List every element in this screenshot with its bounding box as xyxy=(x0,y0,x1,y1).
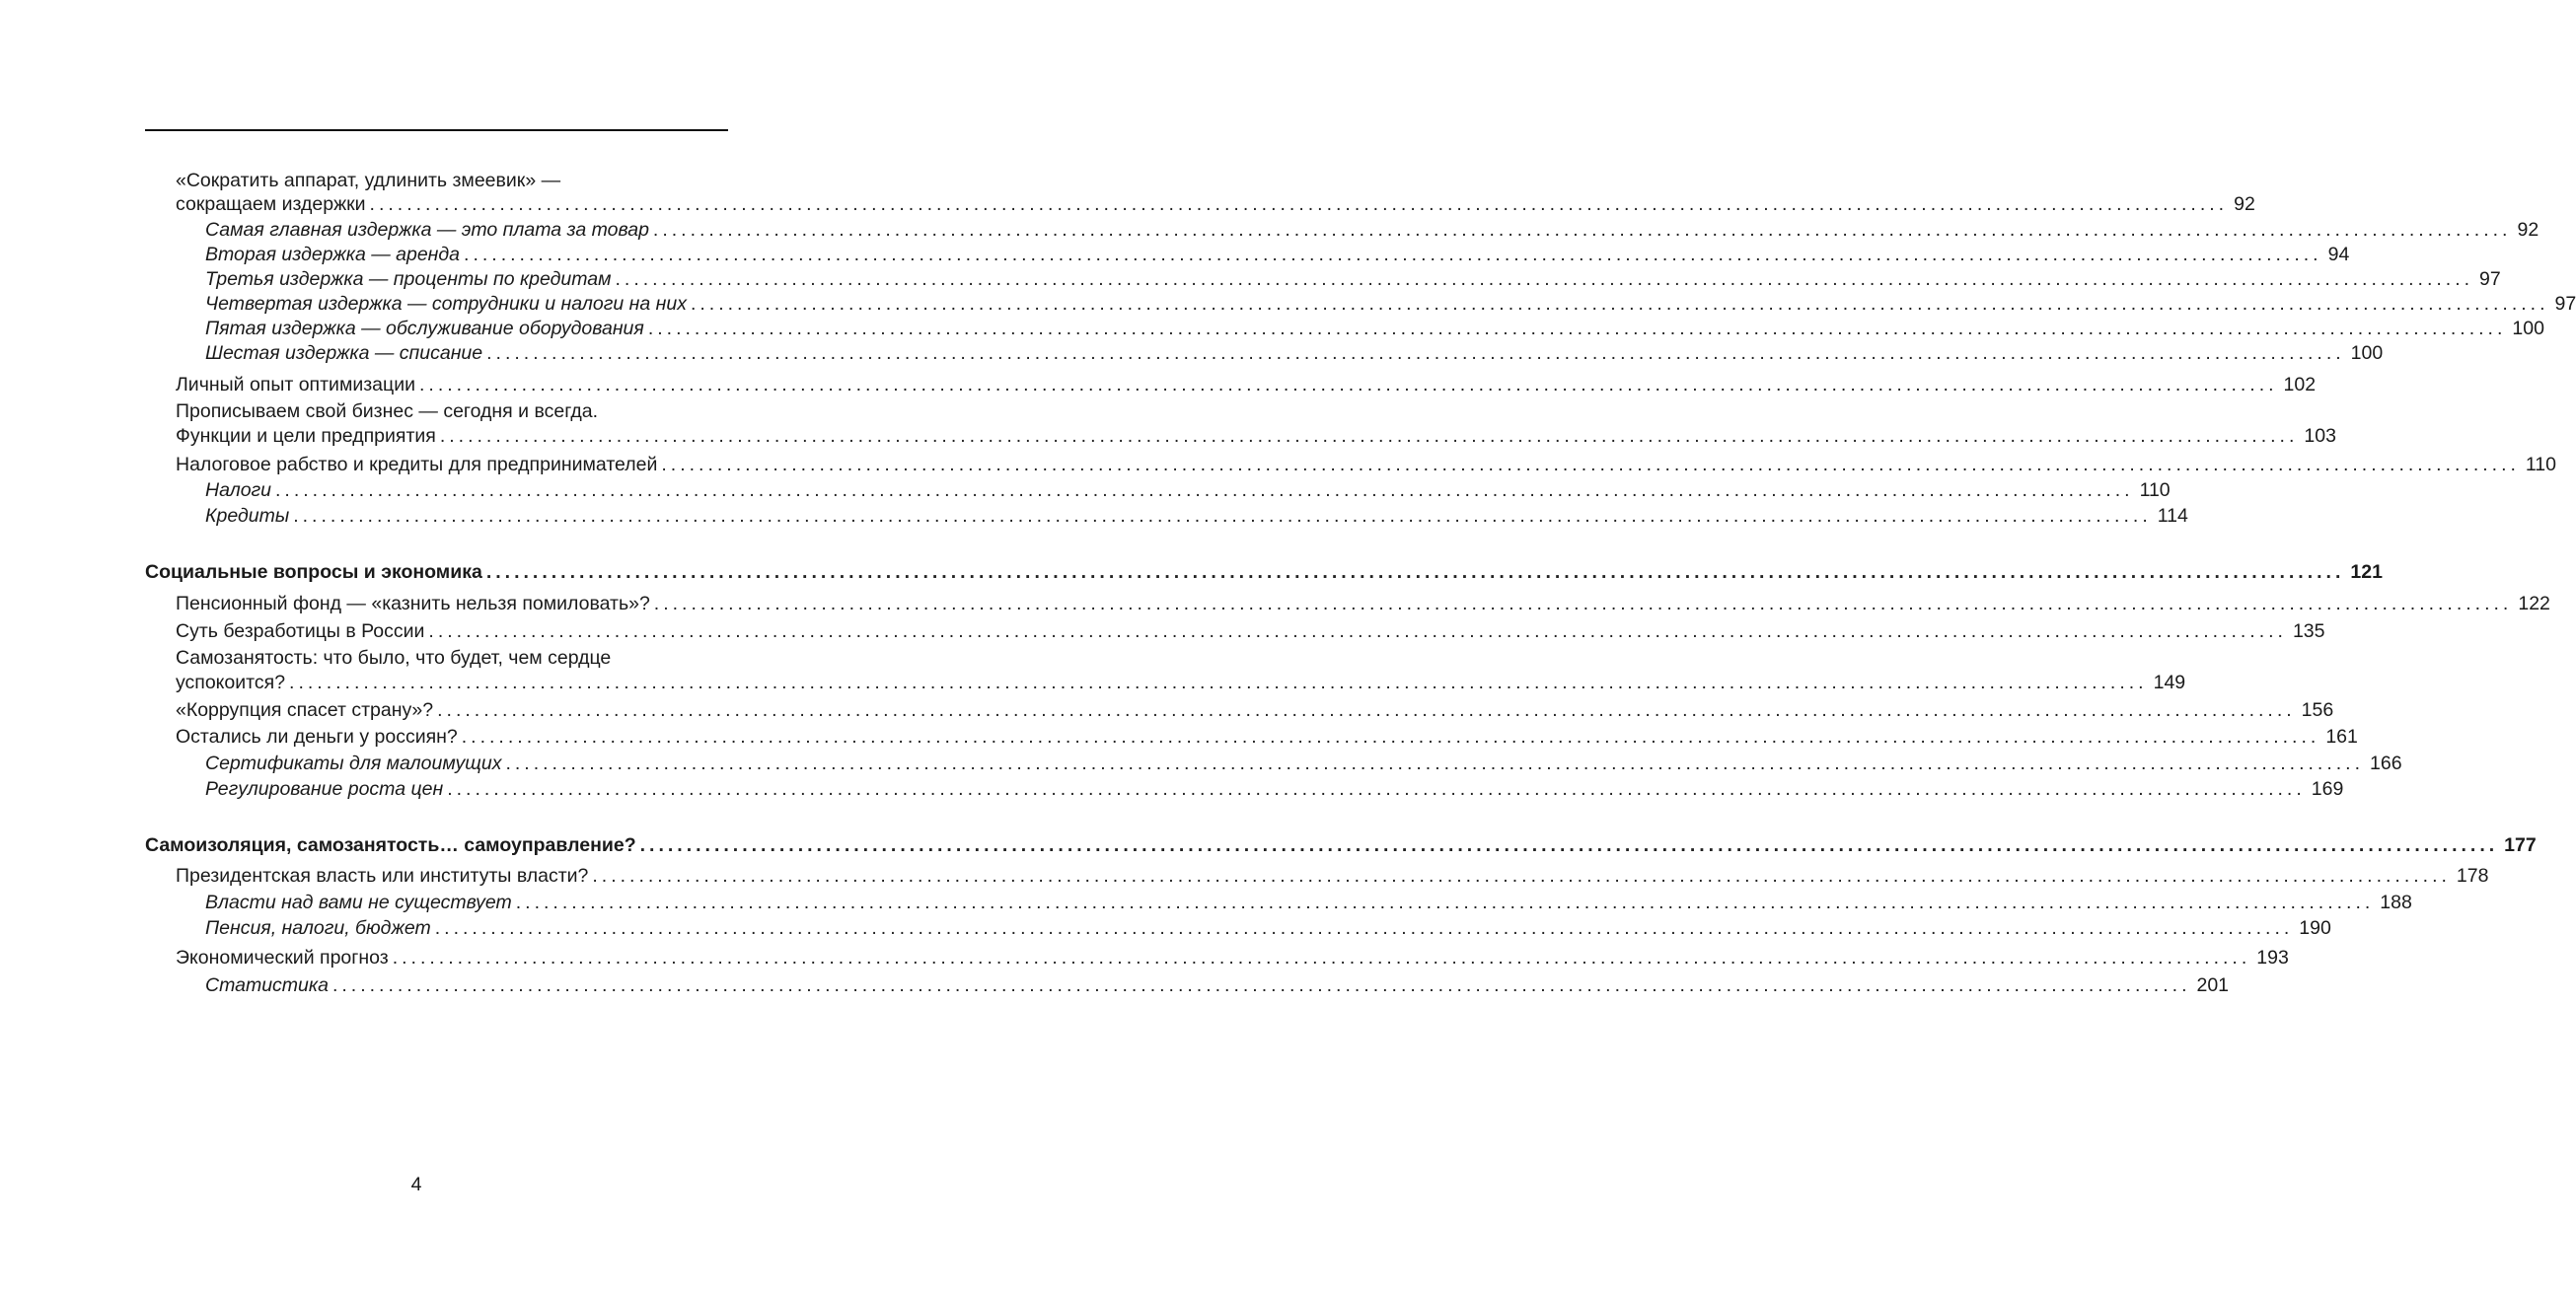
toc-entry-title: Налоги xyxy=(205,479,272,501)
dot-leader: ........................................................................................................................................................................................................ xyxy=(464,244,2322,265)
toc-entry-page: 103 xyxy=(2304,425,2336,447)
toc-entry-title: Вторая издержка — аренда xyxy=(205,244,461,265)
dot-leader: ........................................................................................................................................................................................................ xyxy=(289,672,2148,693)
toc-entry-level-1[interactable] xyxy=(176,591,2550,616)
toc-entry-level-0[interactable] xyxy=(145,559,2383,585)
toc-entry-title: Пенсия, налоги, бюджет xyxy=(205,917,431,939)
toc-entry-level-2[interactable] xyxy=(205,242,2350,267)
toc-entry-title: Самоизоляция, самозанятость… самоуправление? xyxy=(145,834,636,856)
toc-entry-level-0[interactable] xyxy=(145,832,2537,858)
toc-entry-title: Кредиты xyxy=(205,505,290,527)
toc-entry-page: 122 xyxy=(2518,593,2550,614)
toc-entry-title: Остались ли деньги у россиян? xyxy=(176,726,458,748)
toc-entry-page: 114 xyxy=(2157,505,2188,527)
dot-leader: ........................................................................................................................................................................................................ xyxy=(447,778,2306,800)
toc-entry-first-line: Прописываем свой бизнес — сегодня и всегда. xyxy=(176,400,599,422)
toc-entry-title: Регулирование роста цен xyxy=(205,778,444,800)
toc-entry-title: Сертификаты для малоимущих xyxy=(205,753,502,774)
dot-leader: ........................................................................................................................................................................................................ xyxy=(418,374,2278,395)
dot-leader: ........................................................................................................................................................................................................ xyxy=(392,947,2251,969)
toc-entry-title: Власти над вами не существует xyxy=(205,892,512,913)
toc-entry-page: 178 xyxy=(2456,865,2489,887)
toc-entry-level-2[interactable] xyxy=(205,477,2171,503)
dot-leader: ........................................................................................................................................................................................................ xyxy=(652,219,2512,241)
toc-entry-first-line: Самозанятость: что было, что будет, чем сердце xyxy=(176,647,612,669)
toc-entry-level-1[interactable] xyxy=(176,372,2317,397)
toc-entry-level-1[interactable] xyxy=(176,697,2334,723)
toc-entry-page: 100 xyxy=(2350,342,2384,364)
toc-entry-page: 135 xyxy=(2292,620,2325,642)
toc-entry-page: 177 xyxy=(2504,834,2537,856)
dot-leader: ........................................................................................................................................................................................................ xyxy=(661,454,2520,475)
toc-entry-title: Самая главная издержка — это плата за товар xyxy=(205,219,649,241)
toc-entry-page: 169 xyxy=(2311,778,2344,800)
toc-entry-page: 97 xyxy=(2479,268,2501,290)
toc-entry-title: успокоится? xyxy=(176,672,286,693)
toc-entry-page: 97 xyxy=(2554,293,2576,315)
dot-leader: ........................................................................................................................................................................................................ xyxy=(275,479,2134,501)
dot-leader: ........................................................................................................................................................................................................ xyxy=(293,505,2152,527)
toc-entry-page: 156 xyxy=(2301,699,2334,721)
toc-entry-page: 110 xyxy=(2525,454,2556,475)
toc-entry-page: 110 xyxy=(2139,479,2171,501)
dot-leader: ........................................................................................................................................................................................................ xyxy=(437,699,2296,721)
toc-entry-title: «Коррупция спасет страну»? xyxy=(176,699,434,721)
dot-leader: ........................................................................................................................................................................................................ xyxy=(653,593,2513,614)
toc-entry-page: 193 xyxy=(2256,947,2289,969)
dot-leader: ........................................................................................................................................................................................................ xyxy=(505,753,2364,774)
toc-entry-level-2[interactable] xyxy=(205,340,2384,366)
toc-entry-title: Экономический прогноз xyxy=(176,947,389,969)
toc-entry-level-1[interactable] xyxy=(176,945,2289,970)
toc-entry-title: Суть безработицы в России xyxy=(176,620,425,642)
toc-entry-level-2[interactable] xyxy=(205,972,2230,998)
dot-leader: ........................................................................................................................................................................................................ xyxy=(615,268,2474,290)
toc-entry-level-2[interactable] xyxy=(205,291,2576,317)
dot-leader: ........................................................................................................................................................................................................ xyxy=(434,917,2294,939)
toc-entry-level-1[interactable] xyxy=(176,670,2186,695)
toc-entry-title: Пенсионный фонд — «казнить нельзя помиловать»? xyxy=(176,593,650,614)
toc-entry-level-2[interactable] xyxy=(205,776,2344,802)
header-rule xyxy=(145,129,728,131)
toc-entry-page: 100 xyxy=(2512,318,2544,339)
toc-entry-first-line: «Сократить аппарат, удлинить змеевик» — xyxy=(176,170,561,191)
toc-entry-title: сокращаем издержки xyxy=(176,193,366,215)
toc-entry-level-2[interactable] xyxy=(205,503,2188,529)
toc-entry-page: 161 xyxy=(2325,726,2358,748)
dot-leader: ........................................................................................................................................................................................................ xyxy=(461,726,2320,748)
dot-leader: ........................................................................................................................................................................................................ xyxy=(639,834,2499,856)
toc-entry-title: Личный опыт оптимизации xyxy=(176,374,415,395)
toc-entry-page: 102 xyxy=(2283,374,2317,395)
toc-entry-level-2[interactable] xyxy=(205,316,2544,341)
toc-entry-page: 201 xyxy=(2196,974,2230,996)
toc-entry-page: 121 xyxy=(2350,561,2383,583)
toc-entry-title: Пятая издержка — обслуживание оборудования xyxy=(205,318,644,339)
toc-entry-level-1[interactable] xyxy=(176,452,2556,477)
toc-entry-level-1[interactable] xyxy=(176,191,2255,217)
dot-leader: ........................................................................................................................................................................................................ xyxy=(647,318,2507,339)
dot-leader: ........................................................................................................................................................................................................ xyxy=(439,425,2299,447)
toc-entry-title: Президентская власть или институты власти? xyxy=(176,865,589,887)
toc-entry-page: 92 xyxy=(2517,219,2539,241)
toc-entry-level-2[interactable] xyxy=(205,915,2331,941)
dot-leader: ........................................................................................................................................................................................................ xyxy=(485,561,2345,583)
dot-leader: ........................................................................................................................................................................................................ xyxy=(486,342,2345,364)
toc-entry-page: 188 xyxy=(2380,892,2412,913)
toc-entry-level-2[interactable] xyxy=(205,890,2412,915)
dot-leader: ........................................................................................................................................................................................................ xyxy=(331,974,2191,996)
toc-entry-page: 166 xyxy=(2370,753,2402,774)
toc-entry-title: Функции и цели предприятия xyxy=(176,425,436,447)
toc-entry-level-1[interactable] xyxy=(176,423,2336,449)
toc-entry-level-1[interactable] xyxy=(176,863,2489,889)
toc-entry-page: 190 xyxy=(2299,917,2331,939)
dot-leader: ........................................................................................................................................................................................................ xyxy=(369,193,2229,215)
toc-entry-title: Четвертая издержка — сотрудники и налоги на них xyxy=(205,293,687,315)
toc-entry-level-2[interactable] xyxy=(205,751,2402,776)
toc-entry-page: 94 xyxy=(2327,244,2350,265)
dot-leader: ........................................................................................................................................................................................................ xyxy=(428,620,2287,642)
toc-entry-page: 92 xyxy=(2234,193,2255,215)
toc-entry-level-2[interactable] xyxy=(205,266,2501,292)
page-number: 4 xyxy=(410,1174,422,1195)
toc-entry-page: 149 xyxy=(2153,672,2186,693)
toc-entry-level-1[interactable] xyxy=(176,618,2325,644)
toc-entry-title: Третья издержка — проценты по кредитам xyxy=(205,268,612,290)
toc-entry-title: Статистика xyxy=(205,974,329,996)
toc-entry-level-2[interactable] xyxy=(205,217,2539,243)
toc-entry-title: Налоговое рабство и кредиты для предпринимателей xyxy=(176,454,658,475)
toc-entry-title: Социальные вопросы и экономика xyxy=(145,561,482,583)
dot-leader: ........................................................................................................................................................................................................ xyxy=(515,892,2375,913)
dot-leader: ........................................................................................................................................................................................................ xyxy=(592,865,2451,887)
toc-entry-title: Шестая издержка — списание xyxy=(205,342,483,364)
toc-entry-level-1[interactable] xyxy=(176,724,2358,750)
dot-leader: ........................................................................................................................................................................................................ xyxy=(690,293,2549,315)
